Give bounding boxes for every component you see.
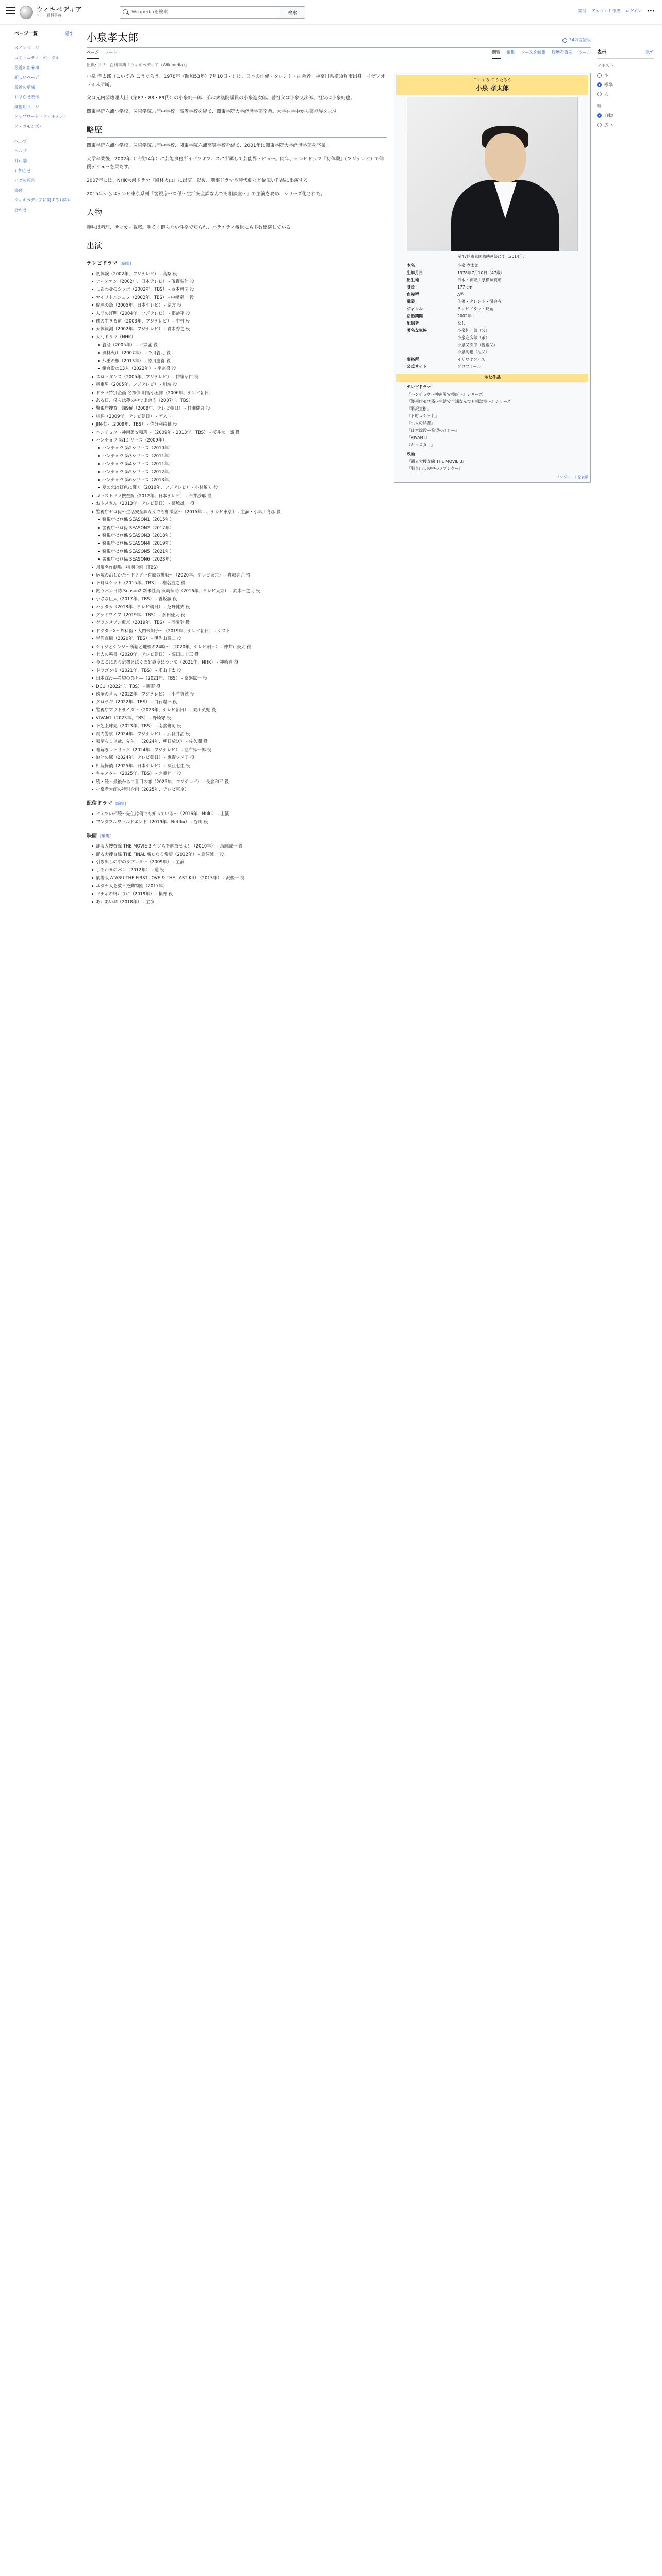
user-links xyxy=(578,8,655,14)
page-title: 小泉孝太郎 xyxy=(87,31,138,44)
edit-link[interactable]: [編集] xyxy=(120,261,131,266)
infobox-header xyxy=(396,75,588,95)
tv-drama-item[interactable]: 警視庁ゼロ係 SEASON2（2017年） xyxy=(92,524,387,532)
infobox-row xyxy=(396,277,588,284)
infobox-row-label xyxy=(396,349,457,356)
sidebar-help-item[interactable]: 井戸端 xyxy=(14,158,27,163)
tv-drama-item[interactable]: キャスター（2025年、TBS） - 進藤壮一 役 xyxy=(92,770,387,777)
sidebar-help-item[interactable]: お知らせ xyxy=(14,168,31,173)
tv-drama-item[interactable]: 七人の秘書（2020年、テレビ朝日） - 粟田口十三 役 xyxy=(92,651,387,658)
appearance-heading: 表示 xyxy=(597,50,607,55)
infobox-row-value: A型 xyxy=(457,292,465,297)
tv-drama-item[interactable]: ドラゴン桜（2021年、TBS） - 米山圭太 役 xyxy=(92,667,387,674)
tv-drama-item[interactable]: ハンチョウ 第3シリーズ（2011年） xyxy=(92,452,387,460)
infobox-row-value: 俳優・タレント・司会者 xyxy=(457,299,502,304)
sidebar-item[interactable]: コミュニティ・ポータル xyxy=(14,55,60,60)
search-input[interactable] xyxy=(120,6,280,19)
infobox-row-value: 日本・神奈川県横須賀市 xyxy=(457,278,502,283)
sidebar-help-heading: ヘルプ xyxy=(14,139,27,144)
sidebar-item[interactable]: メインページ xyxy=(14,45,39,50)
infobox xyxy=(394,73,591,483)
dist-drama-item[interactable]: ワンダフルワールドエンド（2019年、Netflix） - 谷川 役 xyxy=(92,818,387,826)
wikipedia-logo[interactable] xyxy=(20,3,82,22)
appearance-hide-button[interactable]: 隠す xyxy=(646,50,654,55)
tv-drama-item[interactable]: 続・続・最後から二番目の恋（2025年、フジテレビ） - 長倉和平 役 xyxy=(92,778,387,786)
tab-talk[interactable]: ノート xyxy=(105,50,118,55)
tab-read[interactable]: 閲覧 xyxy=(492,49,501,59)
tv-drama-item[interactable]: 夏の恋は虹色に輝く（2010年、フジテレビ） - 小林敏夫 役 xyxy=(92,484,387,492)
infobox-row xyxy=(396,269,588,277)
tv-drama-item[interactable]: JIN-仁-（2009年、TBS） - 佐分利祐輔 役 xyxy=(92,420,387,428)
width-wide[interactable]: 広い xyxy=(597,121,654,130)
tv-drama-item[interactable]: 下剋上球児（2023年、TBS） - 南雲脩司 役 xyxy=(92,722,387,730)
source-line: 出典: フリー百科事典『ウィキペディア（Wikipedia）』 xyxy=(87,63,189,67)
tab-history[interactable]: 履歴を表示 xyxy=(552,50,573,55)
text-size-large[interactable]: 大 xyxy=(597,90,654,99)
infobox-row-value: 小泉進次郎（弟） xyxy=(457,335,490,341)
tv-drama-item[interactable]: DCU（2022年、TBS） - 西野 役 xyxy=(92,683,387,690)
tv-drama-item[interactable]: 相棒（2009年、テレビ朝日） - ゲスト xyxy=(92,413,387,420)
dist-drama-heading: 配信ドラマ [編集] xyxy=(87,801,126,807)
portrait-photo[interactable] xyxy=(407,97,578,251)
width-label: 幅 xyxy=(597,103,601,108)
tv-drama-item[interactable]: 日本沈没―希望のひと―（2021年、TBS） - 常盤紘一 役 xyxy=(92,674,387,682)
infobox-works-label: テレビドラマ xyxy=(407,385,431,390)
infobox-row xyxy=(396,363,588,370)
movie-item[interactable]: しあわせのパン（2012年） - 道 役 xyxy=(92,866,387,874)
radio-icon xyxy=(597,73,602,78)
infobox-movies-label: 映画 xyxy=(407,452,415,457)
radio-icon xyxy=(597,92,602,96)
infobox-row xyxy=(396,349,588,356)
logo-tagline: フリー百科事典 xyxy=(36,13,61,18)
tv-drama-item[interactable]: 病院の治しかた〜ドクター有原の挑戦〜（2020年、テレビ東京） - 倉嶋亮介 役 xyxy=(92,571,387,579)
sidebar-hide-button[interactable]: 隠す xyxy=(65,31,73,36)
infobox-row-label: 著名な家族 xyxy=(407,328,427,333)
history-paragraph: 2007年には、NHK大河ドラマ『風林火山』に出演。以後、刑事ドラマや時代劇など幅広い作品に出演する。 xyxy=(87,178,313,183)
article-body xyxy=(87,73,387,906)
history-heading: 略歴 xyxy=(87,124,387,138)
infobox-works-heading: 主な作品 xyxy=(396,374,588,382)
infobox-row-label: 血液型 xyxy=(407,292,419,297)
tv-drama-item[interactable]: 天体観測（2002年、フジテレビ） - 青木秀之 役 xyxy=(92,325,387,333)
tv-drama-item[interactable]: ケイジとケンジ〜所轄と地検の24時〜（2020年、テレビ朝日） - 仲井戸豪太 役 xyxy=(92,643,387,651)
infobox-row-value: 2002年 - xyxy=(457,314,474,319)
movie-list xyxy=(87,842,387,906)
infobox-movie-link[interactable]: 『引き出しの中のラブレター』 xyxy=(407,466,463,471)
infobox-row-label: 活動期間 xyxy=(407,314,423,319)
tv-drama-heading: テレビドラマ [編集] xyxy=(87,260,131,266)
tab-tools[interactable]: ツール xyxy=(578,50,591,55)
infobox-row-value: 小泉 孝太郎 xyxy=(457,263,479,268)
history-paragraph: 大学卒業後、2002年（平成14年）に芸能事務所イザワオフィスに所属して芸能界デビュー。同年、テレビドラマ『初体験』（フジテレビ）で俳優デビューを果たす。 xyxy=(87,156,384,170)
dist-drama-list xyxy=(87,810,387,826)
main-content xyxy=(87,27,591,906)
movie-item[interactable]: 劇場版 ATARU THE FIRST LOVE & THE LAST KILL（2013年） - 沢俊一 役 xyxy=(92,874,387,882)
tv-drama-item[interactable]: 警視庁捜査一課9係（2008年、テレビ朝日） - 村瀬健吾 役 xyxy=(92,404,387,412)
tv-drama-item[interactable]: ハンチョウ 第2シリーズ（2010年） xyxy=(92,444,387,452)
infobox-work-link[interactable]: 『下町ロケット』 xyxy=(407,414,439,419)
movie-item[interactable]: ユダヤ人を救った動物園（2017年） xyxy=(92,882,387,890)
infobox-row-value: 小泉又次郎（曾祖父） xyxy=(457,343,498,348)
infobox-row-label: 事務所 xyxy=(407,357,419,362)
infobox-row xyxy=(396,356,588,363)
photo-caption: 第47回東京国際映画祭にて（2014年） xyxy=(458,254,527,259)
tv-drama-item[interactable]: グランメゾン東京（2019年、TBS） - 丹後学 役 xyxy=(92,619,387,626)
sidebar-item[interactable]: 新しいページ xyxy=(14,75,39,80)
tab-edit-source[interactable]: ソースを編集 xyxy=(521,50,546,55)
infobox-work-link[interactable]: 『七人の秘書』 xyxy=(407,421,435,426)
search-button[interactable]: 検索 xyxy=(280,6,305,19)
infobox-row-label: 職業 xyxy=(407,299,415,304)
tv-drama-item[interactable]: 警視庁ゼロ係 SEASON3（2018年） xyxy=(92,532,387,539)
movies-heading: 映画 [編集] xyxy=(87,833,111,839)
more-options-icon[interactable]: ••• xyxy=(647,9,655,13)
person-paragraph: 趣味は料理、サッカー観戦。明るく飾らない性格で知られ、バラエティ番組にも多数出演している。 xyxy=(87,225,295,230)
infobox-row-value: 177 cm xyxy=(457,285,473,290)
infobox-row-label: 配偶者 xyxy=(407,321,419,326)
tv-drama-item[interactable]: 義経（2005年） - 平宗盛 役 xyxy=(92,341,387,349)
sidebar-item[interactable]: 最近の更新 xyxy=(14,84,35,90)
infobox-row-label xyxy=(396,334,457,342)
infobox-work-link[interactable]: 『半沢直樹』 xyxy=(407,406,431,412)
tv-drama-item[interactable]: ゴーストママ捜査線（2012年、日本テレビ） - 石井沙耶 役 xyxy=(92,492,387,500)
globe-logo-icon xyxy=(20,6,33,19)
infobox-work-link[interactable]: 『警視庁ゼロ係〜生活安全課なんでも相談室〜』シリーズ xyxy=(407,399,511,404)
tv-drama-item[interactable]: 大河ドラマ（NHK） xyxy=(92,333,387,341)
history-paragraph: 関東学院六浦小学校、関東学院六浦中学校、関東学院六浦高等学校を経て、2001年に関東学院大学経済学部を卒業。 xyxy=(87,143,330,148)
infobox-row-label xyxy=(396,342,457,349)
sidebar xyxy=(0,25,77,215)
tv-drama-item[interactable]: スローダンス（2005年、フジテレビ） - 仲嶺昭仁 役 xyxy=(92,373,387,381)
person-heading: 人物 xyxy=(87,207,387,220)
infobox-row-value: 小泉純也（祖父） xyxy=(457,350,490,355)
history-paragraph: 2015年からはテレビ東京系列『警視庁ゼロ係〜生活安全課なんでも相談室〜』で主演を務め、シリーズ化された。 xyxy=(87,191,325,197)
infobox-row-label: 本名 xyxy=(407,263,415,268)
tv-drama-item[interactable]: 人間の証明（2004年、フジテレビ） - 郡恭平 役 xyxy=(92,310,387,317)
infobox-row-value: テレビドラマ・映画 xyxy=(457,307,494,312)
tv-drama-item[interactable]: おトメさん（2013年、テレビ朝日） - 葛城雄一 役 xyxy=(92,500,387,507)
tv-drama-item[interactable]: 小さな巨人（2017年、TBS） - 香坂誠 役 xyxy=(92,595,387,603)
infobox-name: 小泉 孝太郎 xyxy=(475,84,509,92)
infobox-row-value: 1978年7月10日（47歳） xyxy=(457,270,505,276)
infobox-row xyxy=(396,334,588,342)
infobox-row xyxy=(396,320,588,327)
movie-item[interactable]: あいあい傘（2018年） - 主演 xyxy=(92,898,387,906)
tv-drama-item[interactable]: 釣りバカ日誌 Season2 新米社員 浜崎伝助（2016年、テレビ東京） - 鈴木一之助 役 xyxy=(92,587,387,595)
infobox-row xyxy=(396,313,588,320)
tv-drama-item[interactable]: 電車男（2005年、フジテレビ） - 川端 役 xyxy=(92,381,387,388)
tv-drama-item[interactable]: しあわせのシッポ（2002年、TBS） - 西本毅司 役 xyxy=(92,285,387,293)
infobox-row xyxy=(396,284,588,291)
tv-drama-item[interactable]: 瑠璃の島（2005年、日本テレビ） - 緒方 役 xyxy=(92,301,387,309)
infobox-row xyxy=(396,291,588,298)
tv-drama-item[interactable]: グッドワイフ（2019年、TBS） - 多田征大 役 xyxy=(92,611,387,619)
edit-link[interactable]: [編集] xyxy=(115,801,126,806)
infobox-row xyxy=(396,342,588,349)
tv-drama-item[interactable]: 小泉孝太郎の特別企画（2025年、テレビ東京） xyxy=(92,786,387,793)
tv-drama-item[interactable]: ハゲタカ（2018年、テレビ朝日） - 芝野健夫 役 xyxy=(92,603,387,611)
movie-item[interactable]: 踊る大捜査線 THE FINAL 新たなる希望（2012年） - 鳥飼誠一 役 xyxy=(92,851,387,858)
tv-drama-item[interactable]: 警視庁ゼロ係〜生活安全課なんでも相談室〜（2015年 - 、テレビ東京） - 主演・小早川冬彦 役 xyxy=(92,508,387,516)
template-link[interactable]: テンプレートを表示 xyxy=(556,475,588,480)
tv-drama-item[interactable]: 僕の生きる道（2003年、フジテレビ） - 中村 役 xyxy=(92,317,387,325)
tv-drama-item[interactable]: 半沢直樹（2020年、TBS） - 伊佐山泰二 役 xyxy=(92,635,387,642)
tv-drama-item[interactable]: 月曜名作劇場・特別企画（TBS） xyxy=(92,564,387,571)
movie-item[interactable]: 引き出しの中のラブレター（2009年） - 主演 xyxy=(92,858,387,866)
infobox-work-link[interactable]: 『VIVANT』 xyxy=(407,435,429,440)
tv-drama-item[interactable]: ハンチョウ〜神南署安積班〜（2009年 - 2013年、TBS） - 桜井太一郎 役 xyxy=(92,429,387,436)
tv-drama-item[interactable]: 院内警察（2024年、フジテレビ） - 武良井治 役 xyxy=(92,730,387,738)
tv-drama-item[interactable]: 警視庁アウトサイダー（2023年、テレビ朝日） - 架川英児 役 xyxy=(92,706,387,714)
appearance-panel xyxy=(597,49,654,130)
tv-drama-item[interactable]: 八重の桜（2013年） - 徳川慶喜 役 xyxy=(92,357,387,365)
radio-icon xyxy=(597,123,602,127)
sidebar-help-item[interactable]: ヘルプ xyxy=(14,148,27,154)
tv-drama-item[interactable]: 警視庁ゼロ係 SEASON1（2015年） xyxy=(92,516,387,523)
intro-paragraph: 小泉 孝太郎（こいずみ こうたろう、1978年（昭和53年）7月10日 - ）は、日本の俳優・タレント・司会者。神奈川県横須賀市出身。イザワオフィス所属。 xyxy=(87,74,386,88)
tv-drama-item[interactable]: ドラマ特別企画 名探偵 明智小五郎（2006年、テレビ朝日） xyxy=(92,389,387,397)
infobox-row xyxy=(396,262,588,269)
tab-page[interactable]: ページ xyxy=(87,49,99,59)
infobox-movie-link[interactable]: 『踊る大捜査線 THE MOVIE 3』 xyxy=(407,459,467,464)
intro-paragraph: 父は元内閣総理大臣（第87・88・89代）の小泉純一郎、弟は衆議院議員の小泉進次郎。曾祖父は小泉又次郎、祖父は小泉純也。 xyxy=(87,96,355,101)
tv-drama-item[interactable]: ハンチョウ 第6シリーズ（2013年） xyxy=(92,476,387,484)
sidebar-item[interactable]: おまかせ表示 xyxy=(14,94,39,99)
tv-drama-item[interactable]: 相続探偵（2025年、日本テレビ） - 灰江七生 役 xyxy=(92,762,387,770)
logo-name: ウィキペディア xyxy=(36,6,82,14)
tv-drama-item[interactable]: 風林火山（2007年） - 今川義元 役 xyxy=(92,349,387,357)
infobox-row-label: 身長 xyxy=(407,285,415,290)
works-heading: 出演 xyxy=(87,240,387,253)
infobox-row-value: 小泉純一郎（父） xyxy=(457,328,490,333)
infobox-work-link[interactable]: 『日本沈没―希望のひと―』 xyxy=(407,428,459,433)
infobox-row xyxy=(396,327,588,334)
radio-selected-icon xyxy=(597,113,602,118)
infobox-row-value: なし xyxy=(457,321,466,326)
sidebar-help-item[interactable]: バグの報告 xyxy=(14,178,35,183)
tv-drama-item[interactable]: 警視庁ゼロ係 SEASON5（2021年） xyxy=(92,548,387,555)
tv-drama-list xyxy=(87,270,387,794)
sidebar-help-item[interactable]: ウィキペディアに関するお問い合わせ xyxy=(14,197,72,212)
tv-drama-item[interactable]: 鎌倉殿の13人（2022年） - 平宗盛 役 xyxy=(92,365,387,372)
login-link[interactable]: ログイン xyxy=(625,9,642,13)
tv-drama-item[interactable]: ハンチョウ 第1シリーズ（2009年） xyxy=(92,436,387,444)
infobox-work-link[interactable]: 『キャスター』 xyxy=(407,443,435,448)
radio-selected-icon xyxy=(597,82,602,87)
search-icon xyxy=(123,9,128,14)
tv-drama-item[interactable]: 無能の鷹（2024年、テレビ朝日） - 鷹野ツメ子 役 xyxy=(92,754,387,761)
tv-drama-item[interactable]: 警視庁ゼロ係 SEASON6（2023年） xyxy=(92,555,387,563)
intro-paragraph: 関東学院六浦小学校、関東学院六浦中学校・高等学校を経て、関東学院大学経済学部卒業。大学在学中から芸能界を志す。 xyxy=(87,109,342,114)
tv-drama-item[interactable]: 初体験（2002年、フジテレビ） - 高梨 役 xyxy=(92,270,387,278)
edit-link[interactable]: [編集] xyxy=(100,834,111,839)
text-size-label: テキスト xyxy=(597,63,614,68)
sidebar-item[interactable]: 最近の出来事 xyxy=(14,65,39,70)
infobox-row-label: 公式サイト xyxy=(407,364,427,369)
infobox-row xyxy=(396,298,588,306)
tv-drama-item[interactable]: 今ここにある危機とぼくの好感度について（2021年、NHK） - 神崎真 役 xyxy=(92,658,387,666)
create-account-link[interactable]: アカウント作成 xyxy=(591,9,621,13)
tv-drama-item[interactable]: VIVANT（2023年、TBS） - 野崎守 役 xyxy=(92,714,387,722)
tv-drama-item[interactable]: ハンチョウ 第5シリーズ（2012年） xyxy=(92,468,387,476)
movie-item[interactable]: 踊る大捜査線 THE MOVIE 3 ヤツらを解放せよ！（2010年） - 鳥飼誠一 役 xyxy=(92,842,387,850)
search-form xyxy=(120,6,305,19)
movie-item[interactable]: マチネの終わりに（2019年） - 槙野 役 xyxy=(92,890,387,898)
language-button[interactable]: 34の言語版 xyxy=(562,37,591,43)
tv-drama-item[interactable]: マイリトルシェフ（2002年、TBS） - 中嶋竜一 役 xyxy=(92,294,387,301)
tv-drama-item[interactable]: クロサギ（2022年、TBS） - 白石陽一 役 xyxy=(92,698,387,706)
sidebar-help-item[interactable]: 寄付 xyxy=(14,188,23,193)
dist-drama-item[interactable]: ヒミツの相続〜先生は何でも知っている〜（2016年、Hulu） - 主演 xyxy=(92,810,387,818)
infobox-row-value: プロフィール xyxy=(457,364,482,369)
tv-drama-item[interactable]: 警視庁ゼロ係 SEASON4（2019年） xyxy=(92,539,387,547)
tab-edit[interactable]: 編集 xyxy=(506,50,515,55)
tv-drama-item[interactable]: 競争の番人（2022年、フジテレビ） - 小勝負勉 役 xyxy=(92,690,387,698)
width-auto[interactable]: 自動 xyxy=(597,111,654,121)
tv-drama-item[interactable]: 嘘解きレトリック（2024年、フジテレビ） - 左右馬一郎 役 xyxy=(92,746,387,754)
tv-drama-item[interactable]: ある日、僕らは夢の中で出会う（2007年、TBS） xyxy=(92,397,387,404)
sidebar-item[interactable]: アップロード（ウィキメディア・コモンズ） xyxy=(14,114,68,129)
infobox-row xyxy=(396,306,588,313)
infobox-row-value: イザワオフィス xyxy=(457,357,485,362)
tv-drama-item[interactable]: 素晴らしき哉、先生！（2024年、朝日放送） - 佐久間 役 xyxy=(92,738,387,745)
tv-drama-item[interactable]: ハンチョウ 第4シリーズ（2011年） xyxy=(92,460,387,468)
donate-link[interactable]: 寄付 xyxy=(578,9,587,13)
text-size-standard[interactable]: 標準 xyxy=(597,80,654,90)
infobox-kana: こいずみ こうたろう xyxy=(473,78,512,82)
tv-drama-item[interactable]: ドクターX〜外科医・大門未知子〜（2019年、テレビ朝日） - ゲスト xyxy=(92,627,387,635)
infobox-row-label: ジャンル xyxy=(407,307,423,312)
main-menu-icon[interactable] xyxy=(6,7,15,14)
text-size-small[interactable]: 小 xyxy=(597,71,654,80)
tv-drama-item[interactable]: 下町ロケット（2015年、TBS） - 椎名直之 役 xyxy=(92,579,387,587)
sidebar-item[interactable]: 練習用ページ xyxy=(14,104,39,109)
infobox-row-label: 生年月日 xyxy=(407,270,423,276)
page-tabs xyxy=(87,48,591,59)
top-bar xyxy=(0,0,662,25)
language-icon xyxy=(562,38,567,43)
infobox-work-link[interactable]: 『ハンチョウ〜神南署安積班〜』シリーズ xyxy=(407,392,483,397)
tv-drama-item[interactable]: ナースマン（2002年、日本テレビ） - 茂野弘信 役 xyxy=(92,278,387,285)
infobox-row-label: 出生地 xyxy=(407,278,419,283)
sidebar-heading: ページ一覧 隠す xyxy=(14,31,73,40)
